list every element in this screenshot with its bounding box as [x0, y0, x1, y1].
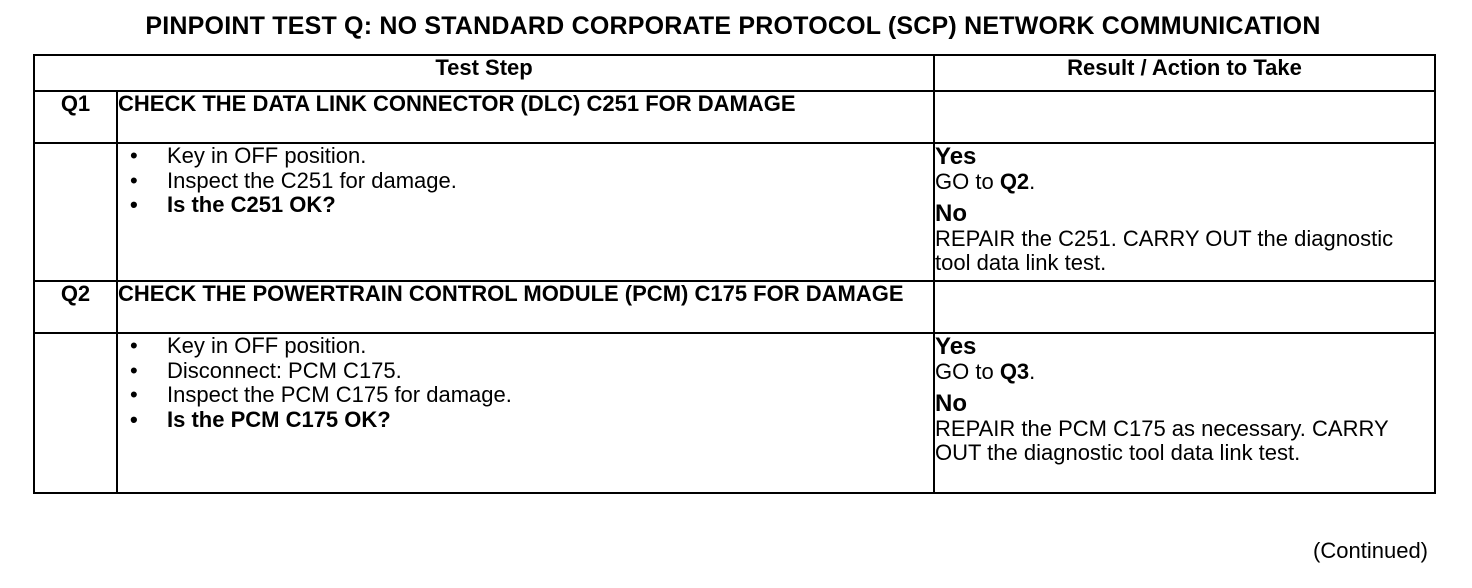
bullet-icon: •: [130, 382, 138, 407]
step-instructions: [117, 143, 934, 281]
step-title: CHECK THE DATA LINK CONNECTOR (DLC) C251 FOR DAMAGE: [117, 91, 934, 143]
step-id: Q1: [34, 91, 117, 143]
list-item: • Inspect the PCM C175 for damage.: [130, 382, 512, 407]
result-no-text: REPAIR the PCM C175 as necessary. CARRY OUT the diagnostic tool data link test.: [935, 415, 1389, 465]
continued-label: (Continued): [1313, 538, 1428, 563]
result-cell: [934, 143, 1435, 281]
result-yes-label: Yes: [935, 333, 977, 360]
instruction-list: [118, 144, 933, 218]
step-body-row: [34, 143, 1435, 281]
result-no-label: No: [935, 199, 968, 227]
list-item: • Key in OFF position.: [130, 143, 367, 168]
bullet-icon: •: [130, 357, 138, 383]
list-item-question: • Is the C251 OK?: [130, 192, 336, 217]
bullet-icon: •: [130, 143, 138, 168]
pinpoint-test-table: [33, 54, 1436, 494]
bullet-icon: •: [130, 167, 138, 193]
header-test-step: Test Step: [34, 55, 934, 91]
step-title-row: [34, 281, 1435, 333]
page-title: PINPOINT TEST Q: NO STANDARD CORPORATE PROTOCOL (SCP) NETWORK COMMUNICATION: [145, 12, 1321, 40]
step-id: Q2: [34, 281, 117, 333]
list-item: • Disconnect: PCM C175.: [130, 357, 402, 383]
result-cell-spacer: [934, 281, 1435, 333]
bullet-icon: •: [130, 333, 138, 358]
step-title: CHECK THE POWERTRAIN CONTROL MODULE (PCM) C175 FOR DAMAGE: [117, 281, 934, 333]
bullet-icon: •: [130, 406, 138, 432]
list-item: • Inspect the C251 for damage.: [130, 167, 457, 193]
step-id-spacer: [34, 143, 117, 281]
instruction-list: [118, 334, 933, 432]
result-cell: [934, 333, 1435, 493]
list-item-question: • Is the PCM C175 OK?: [130, 406, 391, 432]
list-item: • Key in OFF position.: [130, 333, 367, 358]
result-yes-label: Yes: [935, 143, 977, 170]
step-id-spacer: [34, 333, 117, 493]
result-cell-spacer: [934, 91, 1435, 143]
table-header-row: [34, 55, 1435, 91]
header-result: Result / Action to Take: [934, 55, 1435, 91]
bullet-icon: •: [130, 192, 138, 217]
step-body-row: [34, 333, 1435, 493]
result-yes-text: GO to Q3.: [935, 359, 1036, 384]
step-title-row: [34, 91, 1435, 143]
step-instructions: [117, 333, 934, 493]
result-no-label: No: [935, 389, 968, 417]
result-no-text: REPAIR the C251. CARRY OUT the diagnostic tool data link test.: [935, 225, 1394, 275]
result-yes-text: GO to Q2.: [935, 169, 1036, 194]
